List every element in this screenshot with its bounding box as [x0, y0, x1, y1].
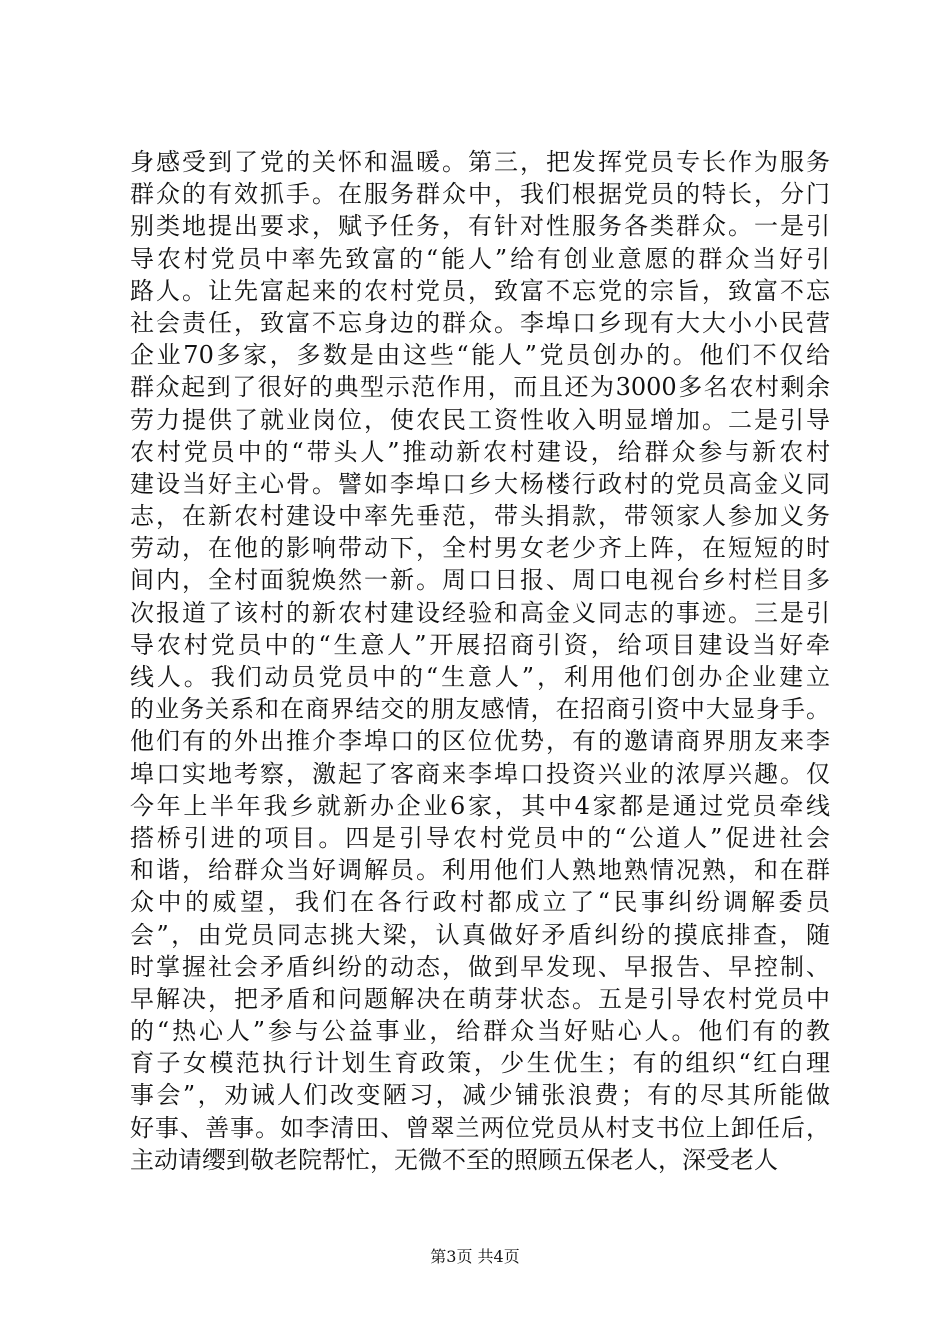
text-line: 次报道了该村的新农村建设经验和高金义同志的事迹。三是引 — [130, 598, 830, 627]
text-line: 的业务关系和在商界结交的朋友感情，在招商引资中大显身手。 — [130, 695, 830, 724]
text-line: 建设当好主心骨。譬如李埠口乡大杨楼行政村的党员高金义同 — [130, 469, 830, 498]
text-line: 别类地提出要求，赋予任务，有针对性服务各类群众。一是引 — [130, 212, 830, 241]
text-line: 早解决，把矛盾和问题解决在萌芽状态。五是引导农村党员中 — [130, 984, 830, 1013]
body-text — [130, 146, 830, 1176]
text-line: 群众的有效抓手。在服务群众中，我们根据党员的特长，分门 — [130, 180, 830, 209]
text-line: 企业70多家，多数是由这些“能人”党员创办的。他们不仅给 — [130, 341, 830, 370]
text-line: 志，在新农村建设中率先垂范，带头捐款，带领家人参加义务 — [130, 502, 830, 531]
text-line: 主动请缨到敬老院帮忙，无微不至的照顾五保老人，深受老人 — [130, 1145, 778, 1174]
text-line: 身感受到了党的关怀和温暖。第三，把发挥党员专长作为服务 — [130, 148, 830, 176]
text-line: 路人。让先富起来的农村党员，致富不忘党的宗旨，致富不忘 — [130, 276, 830, 305]
text-line: 事会”，劝诫人们改变陋习，减少铺张浪费；有的尽其所能做 — [130, 1081, 830, 1110]
page-footer: 第3页 共4页 — [430, 1247, 520, 1266]
text-line: 时掌握社会矛盾纠纷的动态，做到早发现、早报告、早控制、 — [130, 952, 830, 981]
text-line: 他们有的外出推介李埠口的区位优势，有的邀请商界朋友来李 — [130, 727, 830, 756]
text-line: 众中的威望，我们在各行政村都成立了“民事纠纷调解委员 — [130, 888, 830, 917]
text-line: 和谐，给群众当好调解员。利用他们人熟地熟情况熟，和在群 — [130, 856, 830, 885]
text-line: 好事、善事。如李清田、曾翠兰两位党员从村支书位上卸任后， — [130, 1113, 830, 1142]
text-line: 埠口实地考察，激起了客商来李埠口投资兴业的浓厚兴趣。仅 — [130, 759, 830, 788]
text-line: 的“热心人”参与公益事业，给群众当好贴心人。他们有的教 — [130, 1017, 830, 1046]
text-line: 劳力提供了就业岗位，使农民工资性收入明显增加。二是引导 — [130, 405, 830, 434]
text-line: 导农村党员中的“生意人”开展招商引资，给项目建设当好牵 — [130, 630, 830, 659]
text-line: 育子女模范执行计划生育政策，少生优生；有的组织“红白理 — [130, 1049, 830, 1078]
text-line: 劳动，在他的影响带动下，全村男女老少齐上阵，在短短的时 — [130, 534, 830, 563]
text-line: 间内，全村面貌焕然一新。周口日报、周口电视台乡村栏目多 — [130, 566, 830, 595]
text-line: 社会责任，致富不忘身边的群众。李埠口乡现有大大小小民营 — [130, 308, 830, 337]
text-line: 会”，由党员同志挑大梁，认真做好矛盾纠纷的摸底排查，随 — [130, 920, 830, 949]
text-line: 导农村党员中率先致富的“能人”给有创业意愿的群众当好引 — [130, 244, 830, 273]
text-line: 今年上半年我乡就新办企业6家，其中4家都是通过党员牵线 — [130, 791, 830, 820]
text-line: 群众起到了很好的典型示范作用，而且还为3000多名农村剩余 — [130, 373, 830, 402]
text-line: 线人。我们动员党员中的“生意人”，利用他们创办企业建立 — [130, 663, 830, 691]
text-line: 搭桥引进的项目。四是引导农村党员中的“公道人”促进社会 — [130, 823, 830, 852]
text-line: 农村党员中的“带头人”推动新农村建设，给群众参与新农村 — [130, 437, 830, 466]
